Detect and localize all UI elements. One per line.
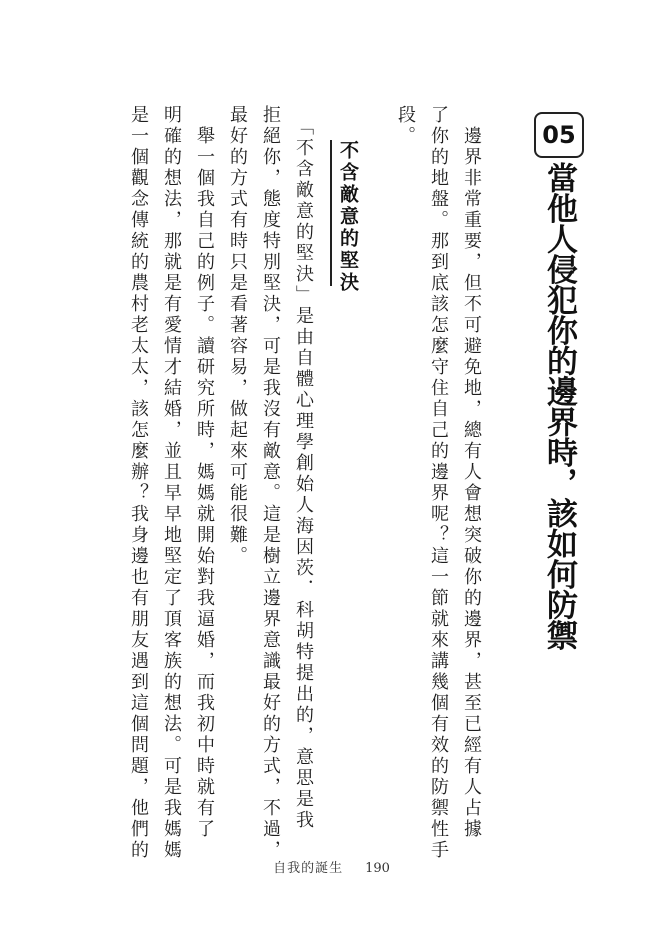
chapter-title: 當他人侵犯你的邊界時，該如何防禦 bbox=[541, 162, 577, 650]
text-column-9: 是一個觀念傳統的農村老太太，該怎麼辦？我身邊也有朋友遇到這個問題，他們的 bbox=[128, 105, 149, 861]
section-heading-rule bbox=[330, 140, 332, 286]
text-column-4: 「不含敵意的堅決」是由自體心理學創始人海因茨．科胡特提出的，意思是我 bbox=[293, 105, 314, 831]
text-column-2: 了你的地盤。那到底該怎麼守住自己的邊界呢？這一節就來講幾個有效的防禦性手 bbox=[428, 105, 449, 861]
text-column-7: 舉一個我自己的例子。讀研究所時，媽媽就開始對我逼婚，而我初中時就有了 bbox=[194, 105, 215, 840]
chapter-number-badge: 05 bbox=[534, 112, 584, 158]
text-column-1: 邊界非常重要，但不可避免地，總有人會想突破你的邊界，甚至已經有人占據 bbox=[461, 105, 482, 840]
text-column-3: 段。 bbox=[395, 105, 416, 147]
footer-page-number: 190 bbox=[365, 861, 390, 876]
page-footer bbox=[0, 857, 663, 876]
text-column-6: 最好的方式有時只是看著容易，做起來可能很難。 bbox=[227, 105, 248, 567]
section-heading: 不含敵意的堅決 bbox=[337, 140, 359, 294]
text-column-8: 明確的想法，那就是有愛情才結婚，並且早早地堅定了頂客族的想法。可是我媽媽 bbox=[161, 105, 182, 861]
footer-book-title: 自我的誕生 bbox=[273, 861, 344, 876]
text-column-5: 拒絕你，態度特別堅決，可是我沒有敵意。這是樹立邊界意識最好的方式，不過， bbox=[260, 105, 281, 861]
